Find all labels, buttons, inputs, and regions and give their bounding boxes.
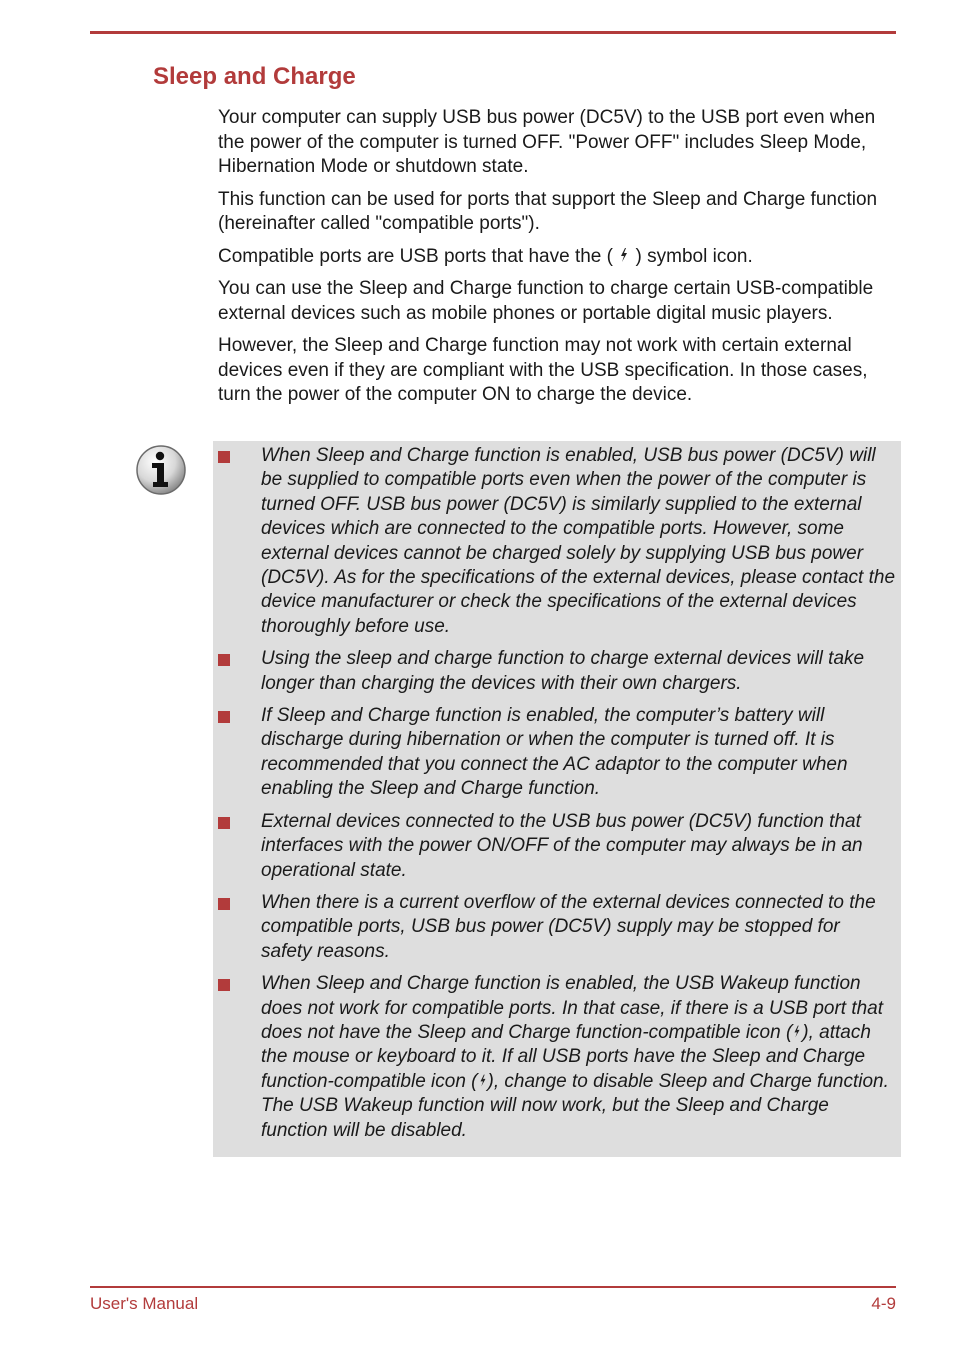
header-rule	[90, 31, 896, 34]
section-title: Sleep and Charge	[153, 63, 356, 90]
list-item	[261, 972, 895, 1143]
section-body	[218, 106, 888, 416]
list-item	[261, 810, 895, 883]
footer-rule	[90, 1286, 896, 1288]
note-box	[213, 441, 901, 1157]
list-item-text: Using the sleep and charge function to charge external devices will take longer than charging the devices with their own chargers.	[261, 648, 865, 694]
list-item-text: ), attach the mouse or keyboard to it. If all USB ports have the Sleep and Charge function-compatible icon (	[261, 1021, 871, 1092]
list-item-text: When Sleep and Charge function is enabled, USB bus power (DC5V) will be supplied to compatible ports even when the power of the computer is turned OFF. USB bus power (DC5V) is similarly supplied to the external devices which are connected to the compatible ports. However, some external devices cannot be charged solely by supplying USB bus power (DC5V). As for the specifications of the external devices, please contact the device manufacturer or check the specifications of the external devices thoroughly before use.	[261, 445, 896, 637]
bullet-icon	[218, 711, 230, 723]
list-item-text: ), change to disable Sleep and Charge function. The USB Wakeup function will now work, but the Sleep and Charge function will be disabled.	[261, 1070, 889, 1141]
info-icon	[135, 444, 187, 496]
list-item-text: When there is a current overflow of the external devices connected to the compatible ports, USB bus power (DC5V) supply may be stopped for safety reasons.	[261, 891, 876, 962]
bullet-icon	[218, 898, 230, 910]
footer-manual-label: User's Manual	[90, 1294, 199, 1313]
sleep-charge-icon	[792, 1024, 802, 1039]
bullet-icon	[218, 654, 230, 666]
list-item-text: If Sleep and Charge function is enabled, the computer’s battery will discharge during hibernation or when the computer is turned off. It is recommended that you connect the AC adaptor to the computer when enabling the Sleep and Charge function.	[261, 705, 848, 800]
bullet-icon	[218, 979, 230, 991]
paragraph: This function can be used for ports that support the Sleep and Charge function (hereinafter called "compatible ports").	[218, 188, 878, 234]
list-item-text: External devices connected to the USB bus power (DC5V) function that interfaces with the power ON/OFF of the computer may always be in an operational state.	[261, 810, 863, 881]
bullet-icon	[218, 817, 230, 829]
paragraph: Your computer can supply USB bus power (DC5V) to the USB port even when the power of the computer is turned OFF. "Power OFF" includes Sleep Mode, Hibernation Mode or shutdown state.	[218, 107, 876, 177]
sleep-charge-icon	[618, 247, 630, 263]
paragraph-text: ) symbol icon.	[635, 245, 753, 267]
list-item	[261, 647, 895, 696]
list-item	[261, 444, 895, 639]
list-item	[261, 704, 895, 802]
list-item-text: When Sleep and Charge function is enabled, the USB Wakeup function does not work for compatible ports. In that case, if there is a USB port that does not have the Sleep and Charge function-compatible icon (	[261, 973, 884, 1043]
paragraph: You can use the Sleep and Charge function to charge certain USB-compatible external devices such as mobile phones or portable digital music players.	[218, 278, 874, 324]
bullet-icon	[218, 451, 230, 463]
sleep-charge-icon	[478, 1073, 488, 1088]
paragraph: However, the Sleep and Charge function may not work with certain external devices even if they are compliant with the USB specification. In those cases, turn the power of the computer ON to charge the device.	[218, 335, 868, 405]
list-item	[261, 891, 895, 964]
page-number: 4-9	[871, 1294, 896, 1313]
paragraph	[218, 245, 888, 270]
paragraph-text: Compatible ports are USB ports that have the (	[218, 245, 613, 267]
note-list	[261, 444, 895, 1143]
